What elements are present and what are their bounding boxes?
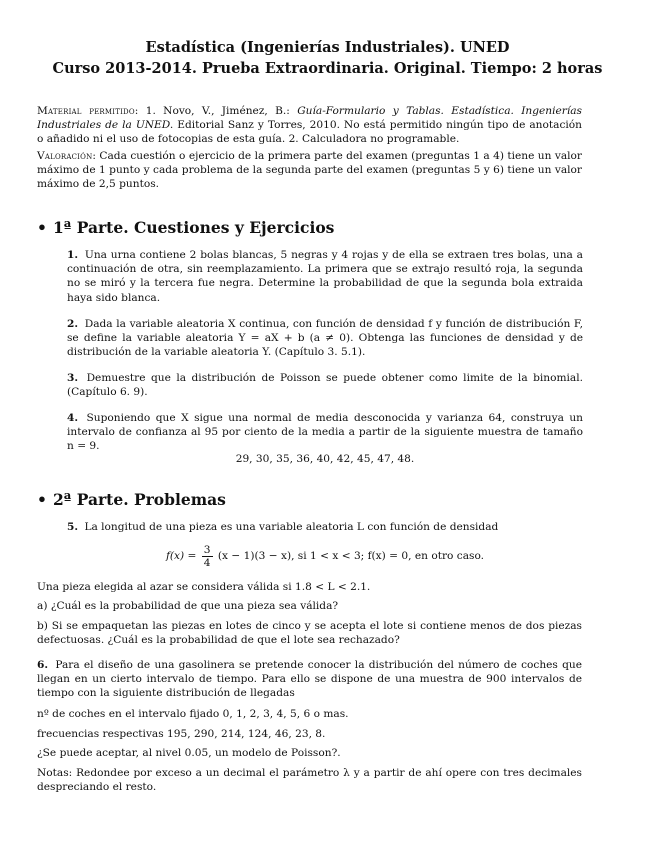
part1-bullet: •: [37, 218, 47, 237]
q5-valid-condition: Una pieza elegida al azar se considera válida si 1.8 < L < 2.1.: [37, 581, 371, 593]
question-number: 1.: [67, 249, 79, 261]
material-post: Editorial Sanz y Torres, 2010. No está permitido ningún tipo de anotación o añadido ni el uso de fotocopias de esta guía. 2. Calculadora no programable.: [37, 119, 582, 146]
question-3: [67, 371, 583, 399]
sample-values: 29, 30, 35, 36, 40, 42, 45, 47, 48.: [235, 453, 415, 465]
fraction-denominator: 4: [203, 556, 211, 569]
part1-heading: [37, 218, 334, 238]
valoracion-text: : Cada cuestión o ejercicio de la primera parte del examen (preguntas 1 a 4) tiene un valor máximo de 1 punto y cada problema de la segunda parte del examen (preguntas 5 y 6) tiene un valor máximo de 2,5 puntos.: [37, 150, 582, 191]
question-text: Suponiendo que X sigue una normal de media desconocida y varianza 64, construya un intervalo de confianza al 95 por ciento de la media a partir de la siguiente muestra de tamaño n = 9.: [67, 412, 584, 453]
part1-title: 1ª Parte. Cuestiones y Ejercicios: [53, 218, 335, 237]
part2-heading: [37, 490, 226, 510]
question-number: 6.: [37, 659, 49, 671]
question-text: Para el diseño de una gasolinera se pretende conocer la distribución del número de coches que llegan en un cierto intervalo de tiempo. Para ello se dispone de una muestra de 900 intervalos de tiempo con la siguiente distribución de llegadas: [37, 659, 582, 700]
q6-notes: Notas: Redondee por exceso a un decimal el parámetro λ y a partir de ahí opere con tres decimales despreciando el resto.: [37, 767, 582, 794]
question-text: Una urna contiene 2 bolas blancas, 5 negras y 4 rojas y de ella se extraen tres bolas, una a continuación de otra, sin reemplazamiento. La primera que se extrajo resultó roja, la segunda no se miró y la tercera fue negra. Determine la probabilidad de que la segunda bola extraida haya sido blanca.: [67, 249, 583, 304]
material-permitido: [37, 104, 582, 147]
question-text: La longitud de una pieza es una variable aleatoria L con función de densidad: [84, 521, 499, 533]
header-title-line2: Curso 2013-2014. Prueba Extraordinaria. Original. Tiempo: 2 horas: [52, 60, 603, 77]
part2-title: 2ª Parte. Problemas: [53, 490, 226, 509]
valoracion-label: Valoración: [37, 150, 93, 162]
q5-part-a: a) ¿Cuál es la probabilidad de que una pieza sea válida?: [37, 600, 339, 612]
formula-lhs: f(x) =: [165, 550, 197, 562]
density-formula: [67, 543, 583, 569]
question-4: [67, 411, 583, 454]
question-number: 3.: [67, 372, 79, 384]
material-book-title: Guía-Formulario y Tablas. Estadística. Ingenierías Industriales de la UNED.: [37, 105, 582, 132]
fraction-numerator: 3: [203, 543, 211, 556]
question-number: 2.: [67, 318, 79, 330]
question-number: 4.: [67, 412, 79, 424]
part2-bullet: •: [37, 490, 47, 509]
question-text: Dada la variable aleatoria X continua, con función de densidad f y función de distribución F, se define la variable aleatoria Y = aX + b (a ≠ 0). Obtenga las funciones de densidad y de distribución de la variable aleatoria Y. (Capítulo 3. 5.1).: [67, 318, 583, 359]
question-2: [67, 317, 583, 360]
formula-fraction: [202, 544, 213, 569]
header-title-line1: Estadística (Ingenierías Industriales). UNED: [145, 39, 510, 56]
question-text: Demuestre que la distribución de Poisson se puede obtener como limite de la binomial. (Capítulo 6. 9).: [67, 372, 584, 399]
q6-question: ¿Se puede aceptar, al nivel 0.05, un modelo de Poisson?.: [37, 747, 341, 759]
q6-coches-line: nº de coches en el intervalo fijado 0, 1, 2, 3, 4, 5, 6 o mas.: [37, 708, 349, 720]
valoracion: [37, 149, 582, 192]
formula-rhs: (x − 1)(3 − x), si 1 < x < 3; f(x) = 0, en otro caso.: [217, 550, 485, 562]
q6-frequencies-line: frecuencias respectivas 195, 290, 214, 124, 46, 23, 8.: [37, 728, 326, 740]
question-5: [67, 520, 583, 534]
question-6: [37, 658, 582, 701]
question-1: [67, 248, 583, 305]
q5-part-b: b) Si se empaquetan las piezas en lotes de cinco y se acepta el lote si contiene menos de dos piezas defectuosas. ¿Cuál es la probabilidad de que el lote sea rechazado?: [37, 620, 582, 647]
question-number: 5.: [67, 521, 79, 533]
material-pre: : 1. Novo, V., Jiménez, B.:: [134, 105, 298, 117]
material-label: Material permitido: [37, 105, 135, 117]
